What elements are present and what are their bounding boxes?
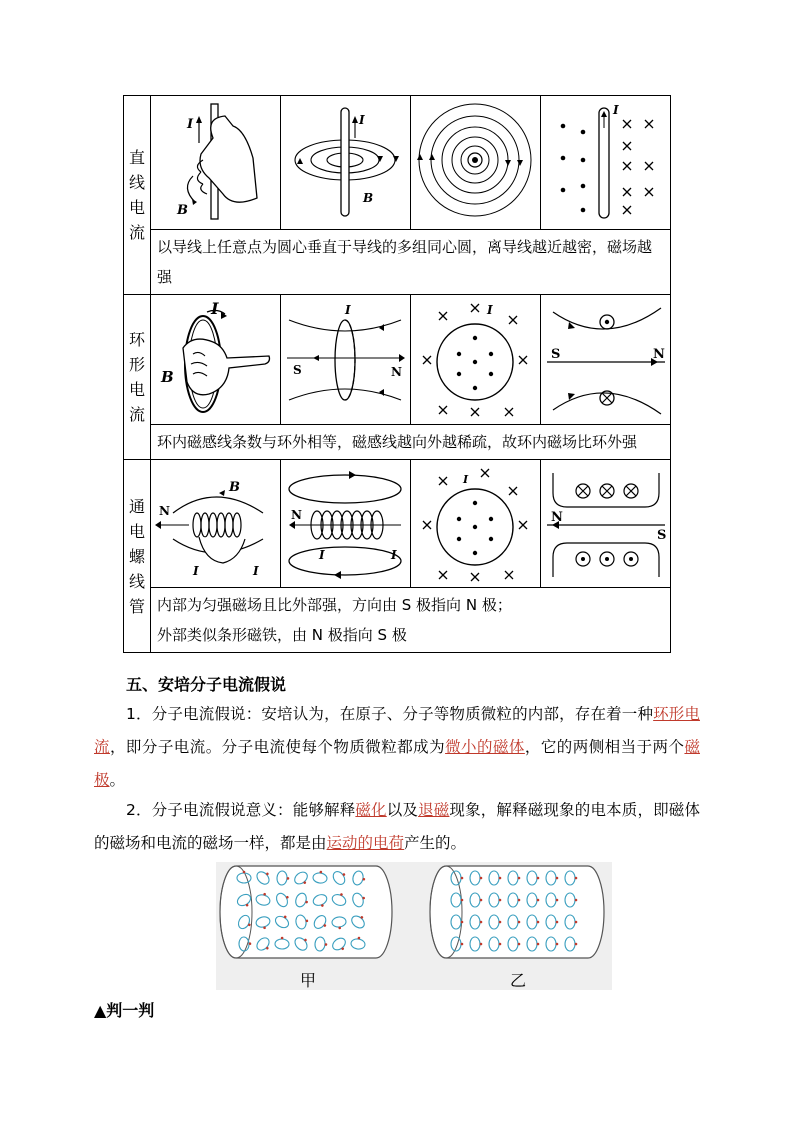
description-straight: 以导线上任意点为圆心垂直于导线的多组同心圆，离导线越近越密，磁场越强 [151, 230, 671, 295]
highlight-tiny-magnet: 微小的磁体 [445, 738, 525, 756]
loop-direction-mark [575, 899, 578, 902]
loop-direction-mark [480, 943, 483, 946]
svg-text:I: I [487, 302, 493, 317]
svg-text:B: B [177, 202, 188, 218]
figure-ring-field-lines [281, 295, 411, 425]
caption-right: 乙 [510, 971, 527, 990]
loop-direction-mark [499, 921, 502, 924]
highlight-magnetic-poles: 磁极 [94, 738, 700, 789]
svg-text:B: B [363, 190, 374, 205]
loop-direction-mark [575, 943, 578, 946]
figure-straight-side-view [541, 96, 671, 230]
svg-text:I: I [187, 116, 194, 132]
description-solenoid: 内部为匀强磁场且比外部强，方向由 S 极指向 N 极； 外部类似条形磁铁，由 N 极指向 S 极 [151, 588, 671, 653]
loop-direction-mark [480, 921, 483, 924]
loop-direction-mark [461, 899, 464, 902]
paragraph-molecular-current-hypothesis: 1．分子电流假说：安培认为，在原子、分子等物质微粒的内部，存在着一种环形电流，即分子电流。分子电流使每个物质微粒都成为微小的磁体，它的两侧相当于两个磁极。 [94, 705, 700, 789]
svg-text:N: N [159, 503, 170, 518]
loop-direction-mark [575, 877, 578, 880]
figure-solenoid-field-lines [281, 460, 411, 588]
description-ring: 环内磁感线条数与环外相等，磁感线越向外越稀疏，故环内磁场比环外强 [151, 425, 671, 460]
cylinder-right [430, 866, 604, 958]
svg-text:I: I [345, 302, 351, 317]
svg-text:I: I [193, 563, 199, 578]
magnetic-field-table [123, 95, 671, 653]
row-header-ring: 环 形 电 流 [124, 295, 151, 460]
highlight-moving-charges: 运动的电荷 [326, 834, 405, 852]
loop-direction-mark [575, 921, 578, 924]
loop-direction-mark [518, 943, 521, 946]
highlight-magnetization: 磁化 [355, 801, 387, 819]
loop-direction-mark [537, 877, 540, 880]
svg-text:B: B [161, 367, 174, 386]
cylinder-left [220, 866, 392, 958]
loop-direction-mark [556, 921, 559, 924]
svg-text:N: N [291, 507, 302, 522]
svg-text:B: B [229, 479, 240, 495]
loop-direction-mark [556, 943, 559, 946]
loop-direction-mark [518, 921, 521, 924]
figure-solenoid-hand [151, 460, 281, 588]
loop-direction-mark [461, 943, 464, 946]
loop-direction-mark [537, 899, 540, 902]
svg-text:N: N [391, 364, 402, 379]
svg-text:I: I [211, 298, 219, 318]
svg-text:N: N [653, 346, 665, 362]
loop-direction-mark [499, 877, 502, 880]
figure-straight-hand [151, 96, 281, 230]
loop-direction-mark [461, 921, 464, 924]
loop-direction-mark [518, 899, 521, 902]
molecular-current-figure [216, 862, 612, 990]
loop-direction-mark [556, 899, 559, 902]
loop-direction-mark [556, 877, 559, 880]
row-header-solenoid: 通 电 螺 线 管 [124, 460, 151, 653]
loop-direction-mark [480, 877, 483, 880]
loop-direction-mark [499, 899, 502, 902]
figure-ring-hand [151, 295, 281, 425]
figure-ring-top-view [411, 295, 541, 425]
svg-text:I: I [319, 547, 325, 562]
figure-solenoid-end-view [411, 460, 541, 588]
figure-solenoid-cross-section [541, 460, 671, 588]
caption-left: 甲 [300, 971, 317, 990]
svg-text:N: N [551, 509, 563, 525]
judge-heading: ▲判一判 [94, 1001, 155, 1020]
loop-direction-mark [537, 943, 540, 946]
loop-direction-mark [499, 943, 502, 946]
svg-text:S: S [293, 362, 302, 377]
svg-text:I: I [463, 472, 469, 486]
svg-text:S: S [551, 346, 561, 362]
loop-direction-mark [537, 921, 540, 924]
svg-text:I: I [359, 112, 365, 127]
svg-text:I: I [391, 547, 397, 562]
svg-text:S: S [657, 527, 667, 543]
paragraph-hypothesis-significance: 2．分子电流假说意义：能够解释磁化以及退磁现象，解释磁现象的电本质，即磁体的磁场和电流的磁场一样，都是由运动的电荷产生的。 [94, 801, 700, 852]
row-header-straight: 直 线 电 流 [124, 96, 151, 295]
highlight-ring-current: 环形电流 [94, 705, 700, 756]
loop-direction-mark [461, 877, 464, 880]
loop-direction-mark [518, 877, 521, 880]
figure-ring-side-view [541, 295, 671, 425]
loop-direction-mark [480, 899, 483, 902]
figure-straight-top-view [411, 96, 541, 230]
svg-text:I: I [613, 102, 619, 117]
highlight-demagnetization: 退磁 [418, 801, 450, 819]
section-title: 五、安培分子电流假说 [126, 675, 287, 694]
loop-direction-mark [243, 871, 246, 874]
figure-straight-concentric [281, 96, 411, 230]
svg-text:I: I [253, 563, 259, 578]
